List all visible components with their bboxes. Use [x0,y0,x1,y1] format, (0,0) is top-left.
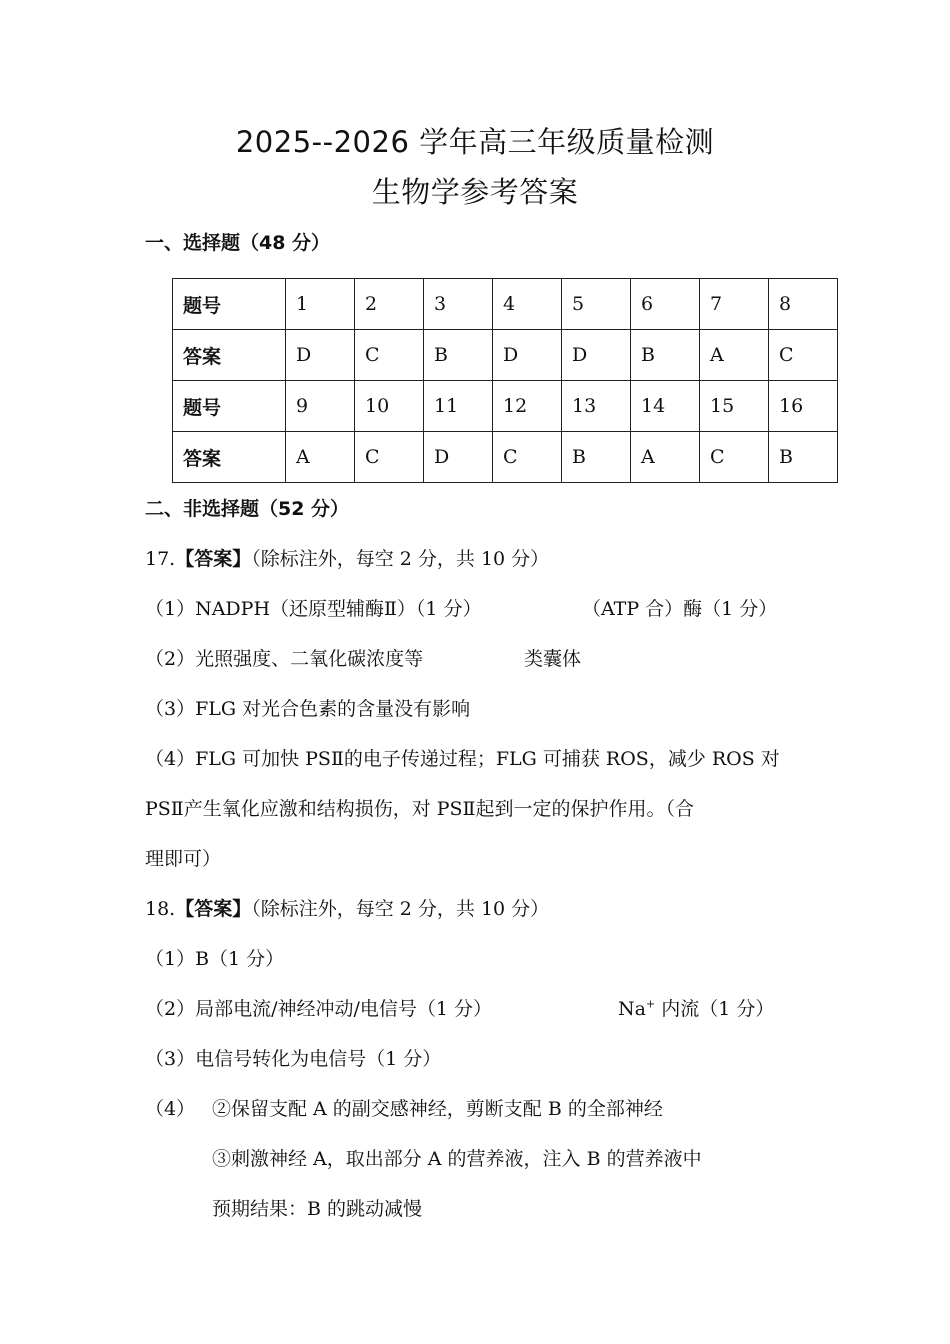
table-cell: 7 [700,279,769,330]
q18-answer-1: （1）B（1 分） [145,948,285,970]
table-cell: 10 [355,381,424,432]
table-cell: A [700,330,769,381]
section2-heading: 二、非选择题（52 分） [145,498,350,520]
table-cell: C [355,432,424,483]
table-cell: 11 [424,381,493,432]
table-cell: 9 [286,381,355,432]
table-cell: 14 [631,381,700,432]
q17-number: 17. [145,548,176,570]
page-title: 2025--2026 学年高三年级质量检测 [235,125,715,159]
table-cell: D [424,432,493,483]
table-cell: B [631,330,700,381]
table-cell: 2 [355,279,424,330]
table-cell: 8 [769,279,838,330]
q18-header [145,894,549,921]
row-label: 题号 [173,279,286,330]
table-cell: C [493,432,562,483]
q17-answer-tag: 【答案】 [175,548,252,570]
table-row [173,381,838,432]
q18-answer-2b [618,994,774,1021]
q17-answer-4-line1: （4）FLG 可加快 PSⅡ的电子传递过程；FLG 可捕获 ROS，减少 ROS 对 [145,748,780,770]
q18-answer-tag: 【答案】 [175,898,252,920]
table-cell: D [493,330,562,381]
q18-answer-4-line1: ②保留支配 A 的副交感神经，剪断支配 B 的全部神经 [212,1098,663,1120]
table-cell: 1 [286,279,355,330]
table-cell: D [286,330,355,381]
q17-answer-2: （2）光照强度、二氧化碳浓度等 [145,648,424,670]
q18-answer-4-line2: ③刺激神经 A，取出部分 A 的营养液，注入 B 的营养液中 [212,1148,702,1170]
row-label: 答案 [173,330,286,381]
table-cell: A [286,432,355,483]
q18-answer-2: （2）局部电流/神经冲动/电信号（1 分） [145,998,493,1020]
charge-superscript: + [645,997,656,1011]
q18-answer-2b-text: 内流（1 分） [655,998,775,1020]
row-label: 答案 [173,432,286,483]
q17-answer-4-line2: PSⅡ产生氧化应激和结构损伤，对 PSⅡ起到一定的保护作用。（合 [145,798,694,820]
table-row [173,330,838,381]
table-cell: C [355,330,424,381]
row-label: 题号 [173,381,286,432]
table-cell: 15 [700,381,769,432]
table-cell: D [562,330,631,381]
q18-answer-4-line3: 预期结果：B 的跳动减慢 [212,1198,423,1220]
sodium-symbol: Na [618,998,646,1020]
q17-note: （除标注外，每空 2 分，共 10 分） [251,548,550,570]
answer-table [172,278,838,483]
q17-answer-1: （1）NADPH（还原型辅酶Ⅱ）（1 分） [145,598,482,620]
table-cell: 16 [769,381,838,432]
table-cell: B [424,330,493,381]
table-cell: A [631,432,700,483]
section1-heading: 一、选择题（48 分） [145,232,331,254]
q18-number: 18. [145,898,176,920]
table-cell: 3 [424,279,493,330]
table-cell: 5 [562,279,631,330]
q17-answer-2b: 类囊体 [524,648,582,670]
table-cell: 4 [493,279,562,330]
table-row [173,432,838,483]
q18-answer-3: （3）电信号转化为电信号（1 分） [145,1048,442,1070]
q18-note: （除标注外，每空 2 分，共 10 分） [251,898,550,920]
table-row [173,279,838,330]
table-cell: C [769,330,838,381]
table-cell: 6 [631,279,700,330]
table-cell: 13 [562,381,631,432]
q17-header [145,544,549,571]
q17-answer-4-line3: 理即可） [145,848,222,870]
table-cell: B [562,432,631,483]
table-cell: 12 [493,381,562,432]
q17-answer-3: （3）FLG 对光合色素的含量没有影响 [145,698,471,720]
table-cell: C [700,432,769,483]
page-subtitle: 生物学参考答案 [371,175,579,209]
q17-answer-1b: （ATP 合）酶（1 分） [582,598,778,620]
q18-answer-4-label: （4） [145,1098,196,1120]
table-cell: B [769,432,838,483]
